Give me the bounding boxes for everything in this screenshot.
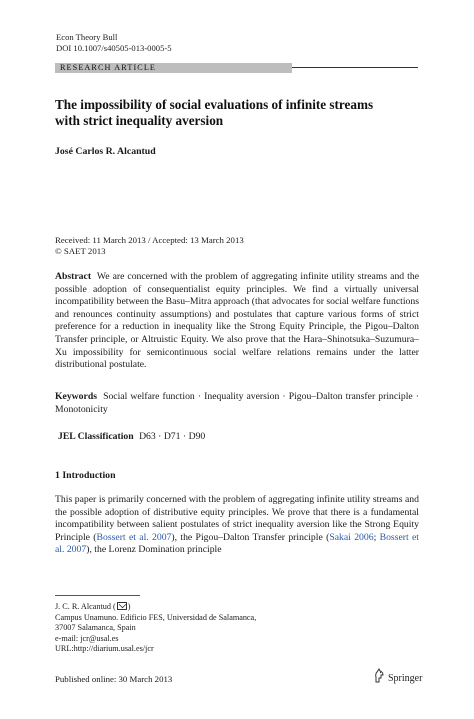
keywords-text: Social welfare function · Inequality aversion · Pigou–Dalton transfer principle · Monotonicity [55,391,419,415]
citation-link[interactable]: Sakai 2006 [329,531,374,543]
publisher-logo [373,670,422,686]
jel-classification [58,431,205,442]
affiliation-line-2: 37007 Salamanca, Spain [55,623,136,633]
article-type-rule [292,67,418,68]
published-online: Published online: 30 March 2013 [55,674,173,684]
intro-text-1: This paper is primarily concerned with the problem of aggregating infinite utility streams and the possible adoption of distributive equity principles. We prove that there is a fundamental incompatibility between salient postulates of strict inequality aversion like the Strong Equity Principle ( [55,494,419,543]
intro-text-4: ), the Lorenz Domination principle [86,544,222,556]
abstract [55,271,419,372]
citation-link[interactable]: Bossert et al. 2007 [55,531,419,556]
citation-link[interactable]: Bossert et al. 2007 [96,531,172,543]
journal-header [56,32,172,54]
affiliation-email[interactable]: e-mail: jcr@usal.es [55,633,119,643]
affiliation-url[interactable]: URL:http://diarium.usal.es/jcr [55,644,154,654]
intro-text-3: ; [373,531,380,543]
affiliation-author-name: J. C. R. Alcantud ( [55,602,116,611]
author-name: José Carlos R. Alcantud [55,146,156,157]
section-heading: 1 Introduction [55,470,116,481]
journal-name: Econ Theory Bull [56,32,118,42]
article-type-label: RESEARCH ARTICLE [60,63,157,72]
jel-label: JEL Classification [58,431,134,442]
abstract-text: We are concerned with the problem of aggregating infinite utility streams and the possible adoption of consequentialist equity principles. We find a virtually universal incompatibility between the Basu–Mitra approach (that advocates for social welfare functions and renounces continuity assumptions) and postulates that capture various forms of strict preference for a reduction in inequality like the Strong Equity Principle, the Pigou–Dalton Transfer principle, or Altruistic Equity. We also prove that the Hara–Shinotsuka–Suzumura–Xu impossibility for semicontinuous social welfare relations remains under the latter distributional postulate. [55,271,419,371]
copyright: © SAET 2013 [55,246,106,256]
journal-doi: DOI 10.1007/s40505-013-0005-5 [56,43,172,53]
affiliation-author-close: ) [127,602,131,611]
springer-horse-icon [373,668,385,688]
keywords-label: Keywords [55,391,97,402]
jel-codes: D63 · D71 · D90 [139,431,206,442]
intro-text-2: ), the Pigou–Dalton Transfer principle ( [171,531,330,543]
dates-block [55,235,244,257]
paper-title: The impossibility of social evaluations of infinite streams with strict inequality aversion [55,97,374,128]
publisher-name: Springer [388,672,423,684]
received-accepted: Received: 11 March 2013 / Accepted: 13 March 2013 [55,235,244,245]
envelope-icon [117,602,127,610]
footnote-rule [55,595,140,596]
affiliation-line-1: Campus Unamuno. Edificio FES, Universidad de Salamanca, [55,612,257,622]
affiliation-block [55,602,256,655]
intro-paragraph [55,494,419,557]
abstract-label: Abstract [55,271,92,282]
keywords [55,391,419,416]
affiliation-author [55,602,256,613]
